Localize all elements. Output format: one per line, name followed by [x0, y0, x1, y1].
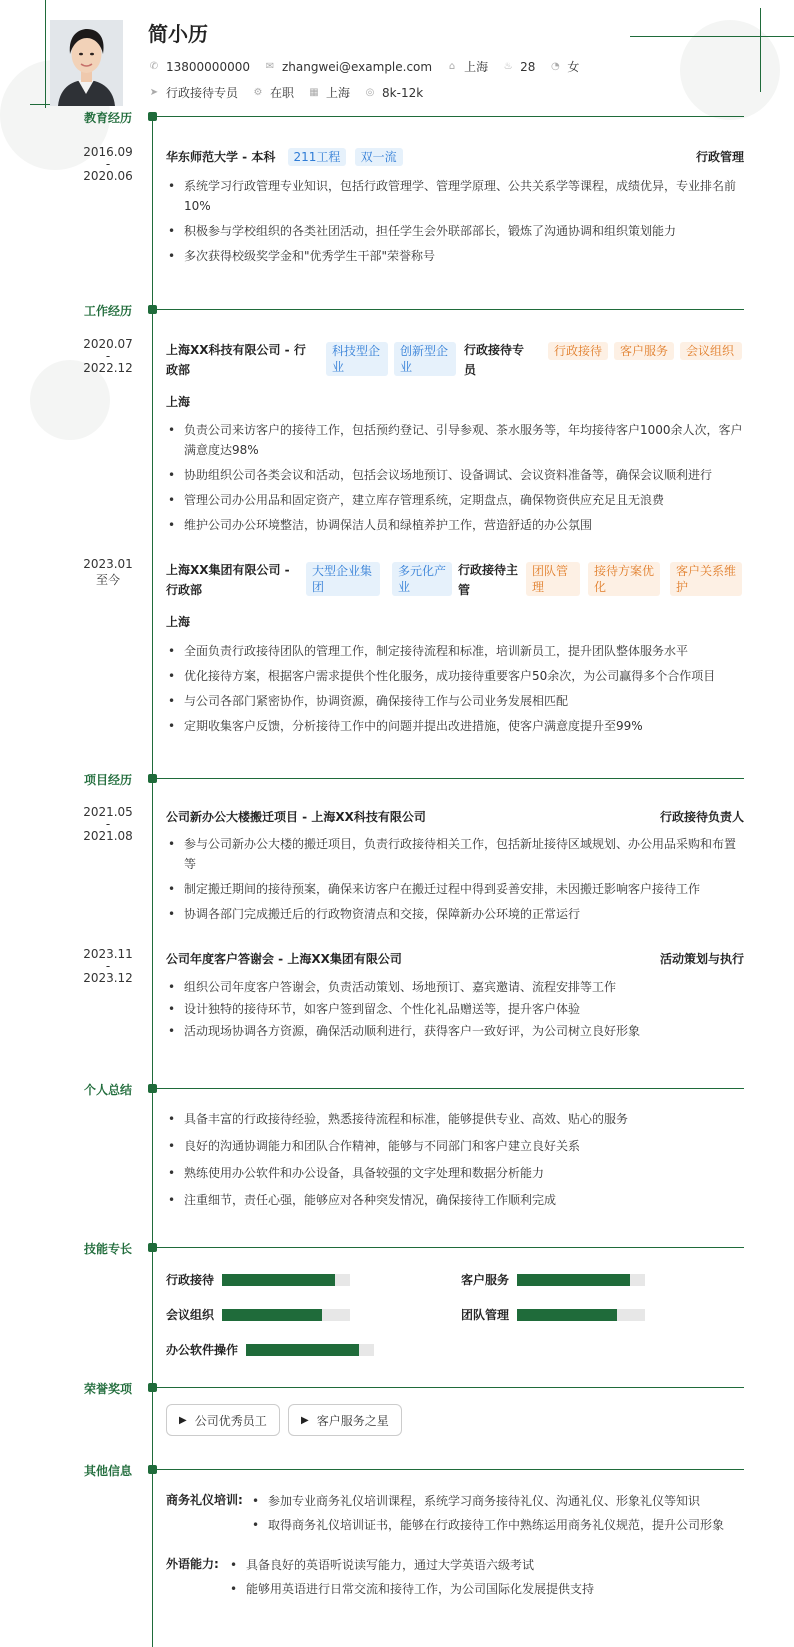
other-label: 外语能力: [166, 1557, 219, 1571]
other-bullets [228, 1553, 744, 1601]
award-label: 公司优秀员工 [194, 1413, 267, 1428]
list-item: • 维护公司办公环境整洁，协调保洁人员和绿植养护工作，营造舒适的办公氛围 [166, 515, 744, 535]
list-item: • 制定搬迁期间的接待预案，确保来访客户在搬迁过程中得到妥善安排，未因搬迁影响客户接待工作 [166, 879, 744, 899]
decor-line [630, 36, 794, 37]
building-icon: ▦ [309, 87, 319, 98]
list-item: • 活动现场协调各方资源，确保活动顺利进行，获得客户一致好评，为公司树立良好形象 [166, 1021, 744, 1041]
skill-bar [517, 1309, 645, 1321]
list-item: • 参与公司新办公大楼的搬迁项目，负责行政接待相关工作，包括新址接待区域规划、办公用品采购和布置等 [166, 834, 744, 874]
skill-name: 客户服务 [461, 1273, 510, 1287]
project-name: 公司新办公大楼搬迁项目 - 上海XX科技有限公司 [166, 810, 426, 824]
age-text: 28 [520, 59, 536, 74]
job-position: 行政接待专员 [464, 343, 525, 377]
section-title-other: 其他信息 [84, 1464, 133, 1478]
skill-bar-fill [517, 1274, 630, 1286]
list-item: • 注重细节，责任心强，能够应对各种突发情况，确保接待工作顺利完成 [166, 1190, 744, 1210]
section-title-work: 工作经历 [84, 304, 133, 318]
project-header [166, 950, 744, 967]
gender-text: 女 [567, 60, 580, 74]
job-bullets [166, 641, 744, 736]
job-bullets [166, 420, 744, 535]
list-item: • 与公司各部门紧密协作，协调资源，确保接待工作与公司业务发展相匹配 [166, 691, 744, 711]
target-city-item [308, 84, 350, 101]
skill-tag: 行政接待 [548, 342, 608, 360]
list-item: • 定期收集客户反馈，分析接待工作中的问题并提出改进措施，使客户满意度提升至99% [166, 716, 744, 736]
award-chip [288, 1404, 402, 1436]
list-item: • 协调各部门完成搬迁后的行政物资清点和交接，保障新办公环境的正常运行 [166, 904, 744, 924]
play-icon: ▶ [301, 1414, 309, 1426]
section-divider [156, 1469, 744, 1470]
salary-text: 8k-12k [382, 85, 424, 100]
list-item: • 多次获得校级奖学金和"优秀学生干部"荣誉称号 [166, 246, 744, 266]
section-divider [156, 1088, 744, 1089]
list-item: • 能够用英语进行日常交流和接待工作，为公司国际化发展提供支持 [228, 1577, 744, 1601]
skill-tag: 客户服务 [614, 342, 674, 360]
cake-icon: ♨ [503, 61, 513, 72]
company-tag: 科技型企业 [326, 342, 388, 376]
gender-icon: ◔ [551, 61, 560, 72]
decor-line [45, 0, 46, 108]
company-tag: 大型企业集团 [306, 562, 380, 596]
city-text: 上海 [464, 60, 489, 74]
skill-bar-fill [222, 1274, 335, 1286]
list-item: • 具备丰富的行政接待经验，熟悉接待流程和标准，能够提供专业、高效、贴心的服务 [166, 1109, 744, 1129]
list-item: • 设计独特的接待环节，如客户签到留念、个性化礼品赠送等，提升客户体验 [166, 999, 744, 1019]
section-title-education: 教育经历 [84, 111, 133, 125]
list-item: • 优化接待方案，根据客户需求提供个性化服务，成功接待重要客户50余次，为公司赢得多个合作项目 [166, 666, 744, 686]
job-header [166, 340, 744, 380]
skill-bar-fill [222, 1309, 322, 1321]
status-text: 在职 [270, 86, 295, 100]
skill-bar-fill [246, 1344, 359, 1356]
coin-icon: ◎ [365, 87, 375, 98]
email-text: zhangwei@example.com [281, 59, 433, 74]
award-chip [166, 1404, 280, 1436]
skill-item [166, 1271, 350, 1288]
gear-icon: ⚙ [253, 87, 263, 98]
project-header [166, 808, 744, 825]
education-bullets [166, 176, 744, 266]
section-title-awards: 荣誉奖项 [84, 1382, 133, 1396]
job-date: 2023.01 至今 [83, 557, 133, 587]
gender-item [549, 58, 579, 75]
avatar [50, 20, 123, 106]
skill-item [166, 1341, 374, 1358]
job-intent-row [148, 84, 437, 101]
section-divider [156, 116, 744, 117]
candidate-name: 简小历 [148, 22, 208, 46]
skill-bar [246, 1344, 374, 1356]
list-item: • 积极参与学校组织的各类社团活动，担任学生会外联部部长，锻炼了沟通协调和组织策划能力 [166, 221, 744, 241]
section-divider [156, 778, 744, 779]
skill-item [166, 1306, 350, 1323]
list-item: • 系统学习行政管理专业知识，包括行政管理学、管理学原理、公共关系学等课程，成绩优异，专业排名前10% [166, 176, 744, 216]
job-location: 上海 [166, 395, 191, 409]
skill-name: 行政接待 [166, 1273, 215, 1287]
education-date: 2016.09 - 2020.06 [83, 145, 133, 183]
list-item: • 良好的沟通协调能力和团队合作精神，能够与不同部门和客户建立良好关系 [166, 1136, 744, 1156]
education-header [166, 148, 744, 166]
phone-icon: ✆ [149, 61, 159, 72]
company-tag: 创新型企业 [394, 342, 456, 376]
skill-bar [222, 1309, 350, 1321]
send-icon: ➤ [149, 87, 159, 98]
company-tag: 多元化产业 [392, 562, 452, 596]
skill-tag: 客户关系维护 [670, 562, 742, 596]
phone-text: 13800000000 [166, 59, 250, 74]
list-item: • 具备良好的英语听说读写能力，通过大学英语六级考试 [228, 1553, 744, 1577]
school-name: 华东师范大学 - 本科 [166, 150, 276, 164]
summary-bullets [166, 1109, 744, 1210]
target-city-text: 上海 [326, 86, 351, 100]
project-role: 行政接待负责人 [659, 810, 744, 824]
job-position: 行政接待主管 [458, 563, 519, 597]
mail-icon: ✉ [265, 61, 275, 72]
section-title-projects: 项目经历 [84, 773, 133, 787]
list-item: • 熟练使用办公软件和办公设备，具备较强的文字处理和数据分析能力 [166, 1163, 744, 1183]
other-bullets [250, 1489, 744, 1537]
list-item: • 全面负责行政接待团队的管理工作，制定接待流程和标准，培训新员工，提升团队整体服务水平 [166, 641, 744, 661]
project-name: 公司年度客户答谢会 - 上海XX集团有限公司 [166, 952, 402, 966]
other-label: 商务礼仪培训: [166, 1493, 243, 1507]
project-role: 活动策划与执行 [659, 952, 744, 966]
major: 行政管理 [695, 150, 744, 164]
list-item: • 管理公司办公用品和固定资产，建立库存管理系统，定期盘点，确保物资供应充足且无浪费 [166, 490, 744, 510]
skill-tag: 会议组织 [680, 342, 742, 360]
section-title-summary: 个人总结 [84, 1083, 133, 1097]
email-item [264, 60, 432, 74]
job-location: 上海 [166, 615, 191, 629]
company-name: 上海XX集团有限公司 - 行政部 [166, 563, 290, 597]
project-bullets [166, 977, 744, 1041]
project-bullets [166, 834, 744, 924]
skill-name: 会议组织 [166, 1308, 215, 1322]
skill-bar [517, 1274, 645, 1286]
phone-item [148, 60, 250, 74]
skill-name: 团队管理 [461, 1308, 510, 1322]
salary-item [364, 86, 423, 100]
section-title-skills: 技能专长 [84, 1242, 133, 1256]
play-icon: ▶ [179, 1414, 187, 1426]
home-icon: ⌂ [448, 61, 456, 72]
job-target-text: 行政接待专员 [166, 86, 239, 100]
section-divider [156, 1387, 744, 1388]
city-item [446, 58, 488, 75]
skill-tag: 团队管理 [526, 562, 580, 596]
skill-bar [222, 1274, 350, 1286]
education-tag: 双一流 [355, 148, 403, 166]
list-item: • 协助组织公司各类会议和活动，包括会议场地预订、设备调试、会议资料准备等，确保会议顺利进行 [166, 465, 744, 485]
list-item: • 取得商务礼仪培训证书，能够在行政接待工作中熟练运用商务礼仪规范，提升公司形象 [250, 1513, 744, 1537]
job-header [166, 560, 744, 600]
skill-item [461, 1306, 645, 1323]
company-name: 上海XX科技有限公司 - 行政部 [166, 343, 306, 377]
contact-row [148, 58, 593, 75]
education-tag: 211工程 [288, 148, 347, 166]
status-item [252, 84, 294, 101]
section-divider [156, 1247, 744, 1248]
project-date: 2023.11 - 2023.12 [83, 947, 133, 985]
skill-item [461, 1271, 645, 1288]
skill-bar-fill [517, 1309, 617, 1321]
timeline-line [152, 112, 153, 1647]
age-item [502, 60, 535, 74]
list-item: • 参加专业商务礼仪培训课程，系统学习商务接待礼仪、沟通礼仪、形象礼仪等知识 [250, 1489, 744, 1513]
job-target-item [148, 84, 238, 101]
skill-tag: 接待方案优化 [588, 562, 660, 596]
decor-line [760, 8, 761, 92]
list-item: • 组织公司年度客户答谢会，负责活动策划、场地预订、嘉宾邀请、流程安排等工作 [166, 977, 744, 997]
decor-circle [680, 20, 780, 120]
award-label: 客户服务之星 [316, 1413, 389, 1428]
job-date: 2020.07 - 2022.12 [83, 337, 133, 375]
section-divider [156, 309, 744, 310]
project-date: 2021.05 - 2021.08 [83, 805, 133, 843]
skill-name: 办公软件操作 [166, 1343, 239, 1357]
list-item: • 负责公司来访客户的接待工作，包括预约登记、引导参观、茶水服务等，年均接待客户1000余人次，客户满意度达98% [166, 420, 744, 460]
